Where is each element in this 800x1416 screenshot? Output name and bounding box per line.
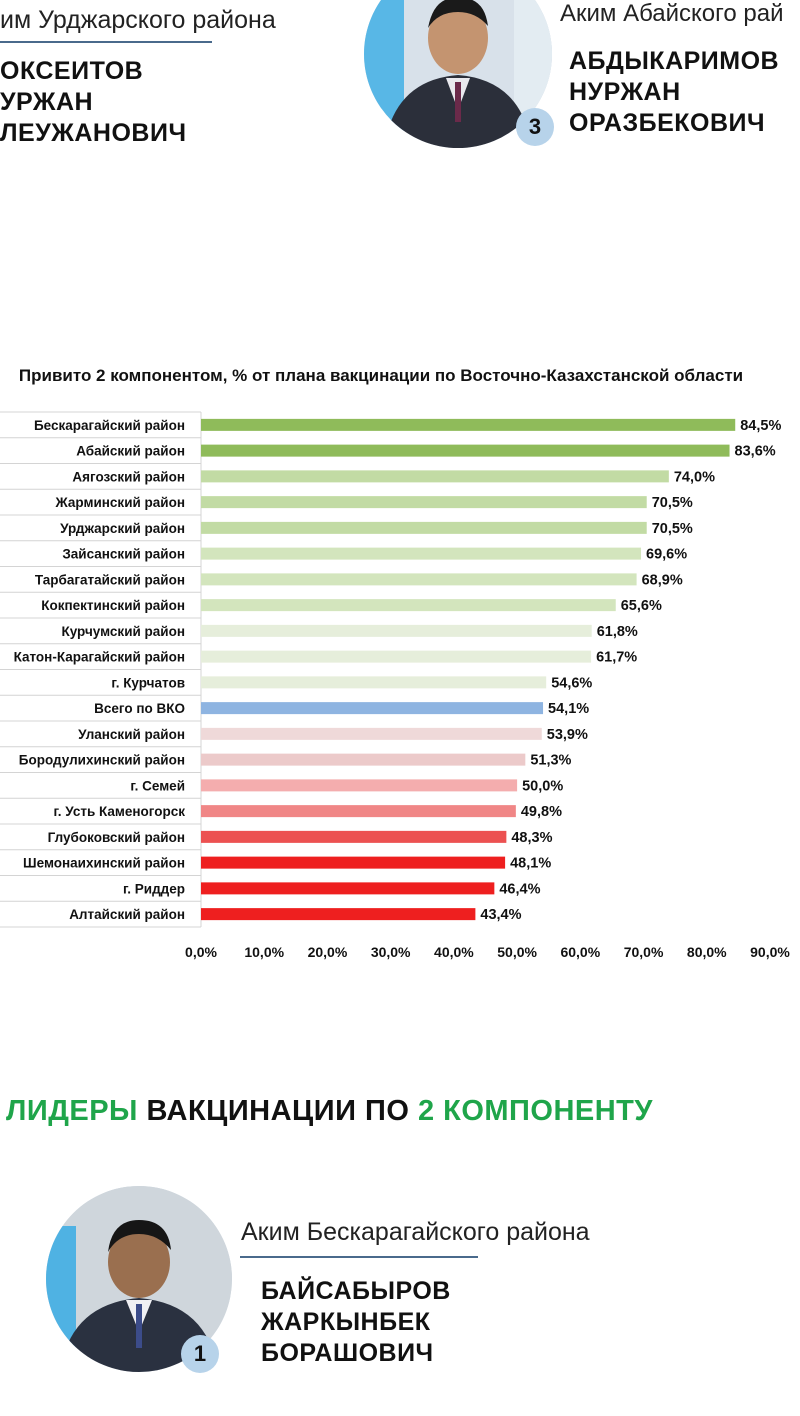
data-label: 48,3% (511, 829, 553, 846)
category-label: г. Семей (130, 778, 185, 794)
x-tick-label: 90,0% (750, 944, 790, 960)
top-left-name-line: УРЖАН (0, 88, 94, 116)
leaders-headline-part1: ЛИДЕРЫ (6, 1095, 138, 1127)
data-label: 84,5% (740, 417, 782, 434)
bar (201, 496, 647, 508)
top-left-name (0, 56, 187, 149)
bar (201, 625, 592, 637)
leaders-headline (6, 1095, 653, 1128)
bar (201, 805, 516, 817)
top-left-underline (0, 41, 212, 43)
category-label: Жарминский район (55, 495, 185, 511)
bar (201, 754, 525, 766)
bar (201, 522, 647, 534)
category-label: Тарбагатайский район (34, 572, 185, 588)
category-label: Курчумский район (61, 623, 185, 639)
bar (201, 702, 543, 714)
bar (201, 908, 475, 920)
category-label: г. Курчатов (111, 675, 185, 691)
top-right-name-line: АБДЫКАРИМОВ (569, 47, 780, 75)
rank-badge-3: 3 (516, 108, 554, 146)
bar (201, 882, 494, 894)
x-tick-label: 0,0% (185, 944, 217, 960)
bar (201, 831, 506, 843)
data-label: 46,4% (499, 881, 541, 898)
bottom-role: Аким Бескарагайского района (241, 1218, 590, 1246)
category-label: Бескарагайский район (33, 417, 185, 433)
category-label: Всего по ВКО (94, 701, 185, 717)
bar (201, 445, 730, 457)
top-left-name-line: ОКСЕИТОВ (0, 57, 144, 85)
data-label: 70,5% (651, 495, 693, 512)
category-label: г. Риддер (123, 881, 185, 897)
category-label: Зайсанский район (62, 546, 185, 562)
bar (201, 470, 669, 482)
bar (201, 599, 616, 611)
bottom-underline (240, 1256, 478, 1258)
x-tick-label: 80,0% (686, 944, 727, 960)
category-label: г. Усть Каменогорск (53, 804, 185, 820)
data-label: 50,0% (522, 778, 564, 795)
category-label: Шемонаихинский район (23, 855, 185, 871)
leaders-headline-part3: 2 КОМПОНЕНТУ (417, 1095, 653, 1127)
x-tick-label: 10,0% (244, 944, 285, 960)
data-label: 54,1% (548, 701, 590, 718)
category-label: Урджарский район (60, 520, 185, 536)
data-label: 61,7% (596, 649, 638, 666)
category-label: Бородулихинский район (18, 752, 185, 768)
data-label: 69,6% (646, 546, 688, 563)
data-label: 83,6% (734, 443, 776, 460)
category-label: Уланский район (78, 726, 185, 742)
bar (201, 857, 505, 869)
top-right-name-line: НУРЖАН (569, 78, 681, 106)
data-label: 74,0% (673, 469, 715, 486)
x-tick-label: 20,0% (307, 944, 348, 960)
x-tick-label: 60,0% (560, 944, 601, 960)
data-label: 68,9% (641, 572, 683, 589)
data-label: 51,3% (530, 752, 572, 769)
bar (201, 573, 637, 585)
leaders-headline-part2: ВАКЦИНАЦИИ ПО (146, 1095, 410, 1127)
x-tick-label: 30,0% (370, 944, 411, 960)
rank-badge-1: 1 (181, 1335, 219, 1373)
top-left-name-line: ЛЕУЖАНОВИЧ (0, 119, 187, 147)
top-right-name-line: ОРАЗБЕКОВИЧ (569, 109, 766, 137)
category-label: Алтайский район (69, 907, 185, 923)
data-label: 49,8% (520, 804, 562, 821)
x-tick-label: 40,0% (434, 944, 474, 960)
category-label: Глубоковский район (47, 829, 185, 845)
data-label: 43,4% (480, 907, 522, 924)
top-left-role: им Урджарского района (0, 6, 276, 34)
data-label: 48,1% (510, 855, 552, 872)
top-right-role: Аким Абайского рай (560, 0, 784, 27)
bar (201, 419, 735, 431)
category-label: Катон-Карагайский район (13, 649, 185, 665)
data-label: 54,6% (551, 675, 593, 692)
bar (201, 548, 641, 560)
bar (201, 728, 542, 740)
bar-chart (0, 360, 800, 970)
chart-title: Привито 2 компонентом, % от плана вакцинации по Восточно-Казахстанской области (18, 366, 744, 385)
category-label: Абайский район (76, 443, 185, 459)
category-label: Кокпектинский район (41, 598, 185, 614)
bottom-name (261, 1276, 451, 1369)
data-label: 61,8% (596, 623, 638, 640)
data-label: 70,5% (651, 520, 693, 537)
x-tick-label: 70,0% (623, 944, 664, 960)
data-label: 65,6% (620, 598, 662, 615)
data-label: 53,9% (546, 726, 588, 743)
x-tick-label: 50,0% (497, 944, 537, 960)
top-right-name (569, 46, 779, 139)
bottom-name-line: БАЙСАБЫРОВ (261, 1277, 451, 1305)
bar (201, 651, 591, 663)
bar (201, 676, 546, 688)
bottom-name-line: БОРАШОВИЧ (261, 1339, 434, 1367)
bar (201, 779, 517, 791)
category-label: Аягозский район (72, 469, 185, 485)
bottom-name-line: ЖАРКЫНБЕК (261, 1308, 431, 1336)
